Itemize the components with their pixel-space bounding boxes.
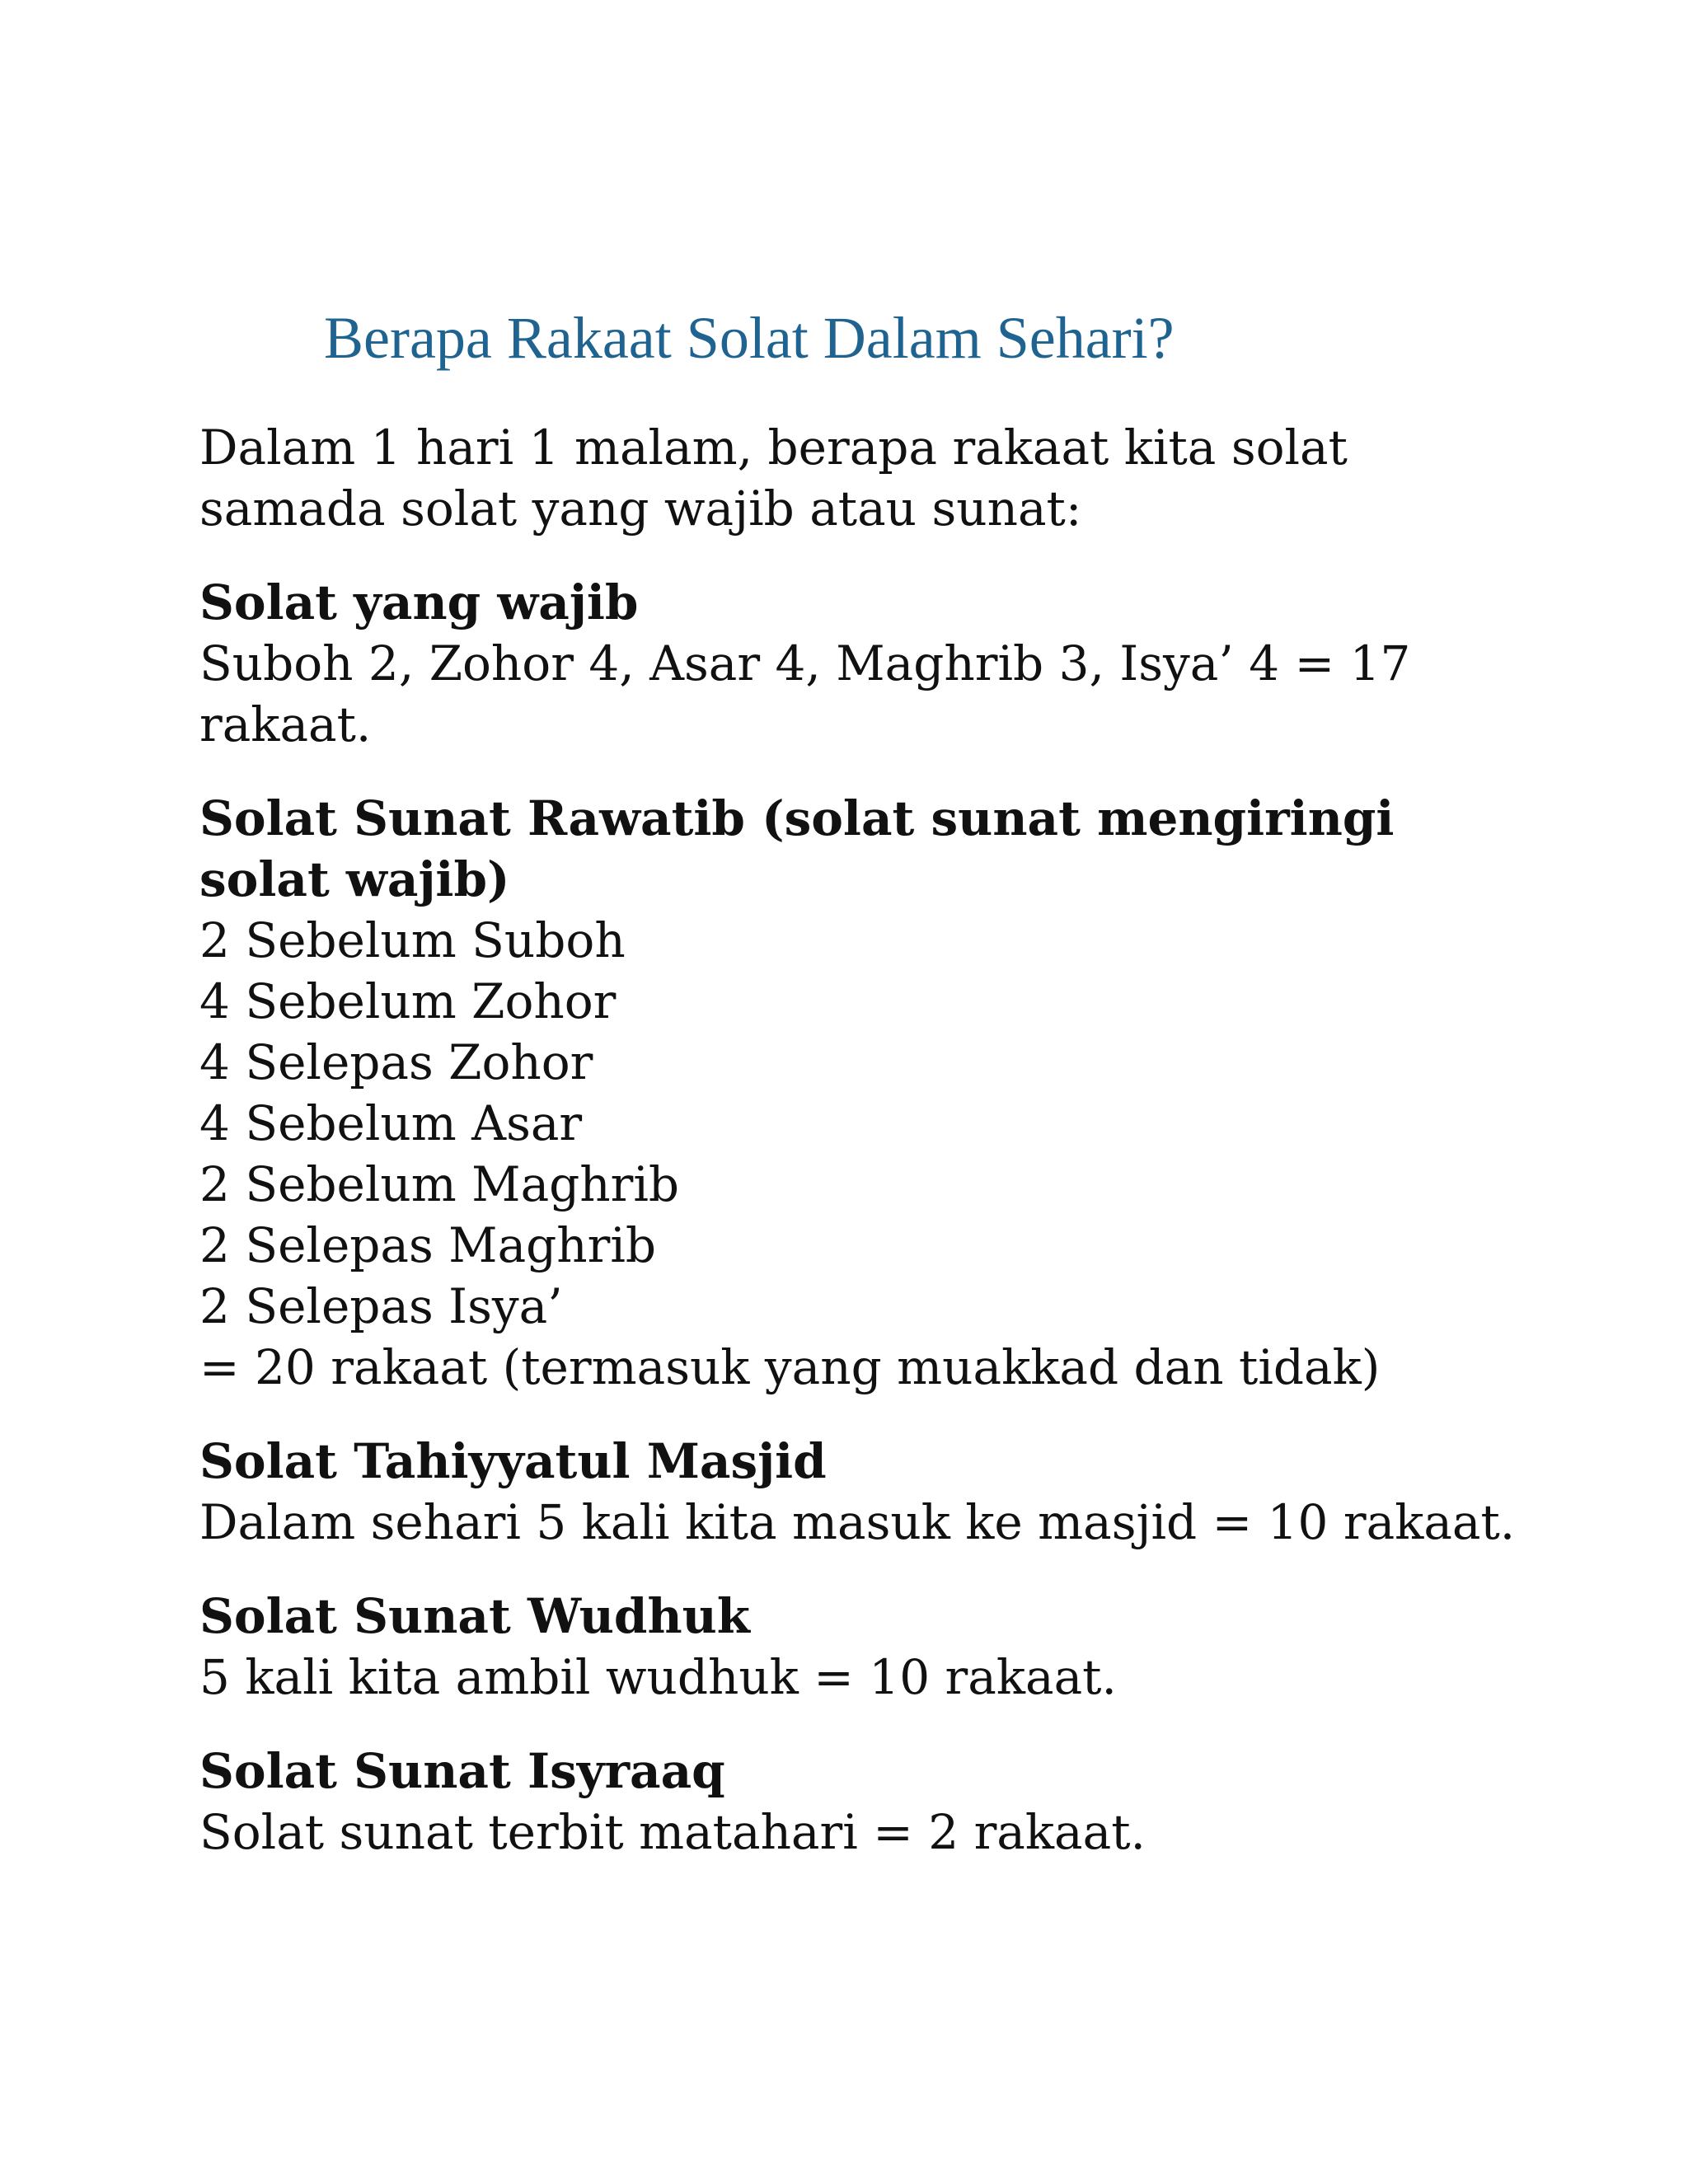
section-tahiyyatul-masjid xyxy=(199,1431,1601,1553)
section-body-line: Solat sunat terbit matahari = 2 rakaat. xyxy=(199,1804,1146,1860)
section-total: = 20 rakaat (termasuk yang muakkad dan tidak) xyxy=(199,1339,1381,1395)
section-rawatib xyxy=(199,788,1601,1398)
section-heading: solat wajib) xyxy=(199,851,510,907)
intro-paragraph xyxy=(199,417,1601,539)
section-wajib xyxy=(199,572,1601,755)
section-isyraaq xyxy=(199,1741,1601,1863)
list-item: 4 Sebelum Asar xyxy=(199,1095,583,1151)
list-item: 4 Selepas Zohor xyxy=(199,1034,593,1090)
intro-line: samada solat yang wajib atau sunat: xyxy=(199,480,1082,537)
section-body-line: 5 kali kita ambil wudhuk = 10 rakaat. xyxy=(199,1649,1117,1705)
list-item: 2 Sebelum Suboh xyxy=(199,912,626,968)
section-heading: Solat Sunat Rawatib (solat sunat mengiringi xyxy=(199,790,1395,846)
section-heading: Solat Tahiyyatul Masjid xyxy=(199,1433,827,1489)
page-title: Berapa Rakaat Solat Dalam Sehari? xyxy=(324,305,1175,371)
list-item: 2 Selepas Isya’ xyxy=(199,1278,563,1334)
section-heading: Solat yang wajib xyxy=(199,574,639,630)
section-heading: Solat Sunat Isyraaq xyxy=(199,1743,725,1799)
list-item: 2 Selepas Maghrib xyxy=(199,1217,657,1273)
intro-line: Dalam 1 hari 1 malam, berapa rakaat kita solat xyxy=(199,419,1348,476)
list-item: 4 Sebelum Zohor xyxy=(199,973,617,1029)
section-body-line: rakaat. xyxy=(199,696,372,752)
section-body-line: Dalam sehari 5 kali kita masuk ke masjid = 10 rakaat. xyxy=(199,1494,1516,1550)
section-body-line: Suboh 2, Zohor 4, Asar 4, Maghrib 3, Isya’ 4 = 17 xyxy=(199,635,1411,691)
document-content xyxy=(199,417,1601,1863)
list-item: 2 Sebelum Maghrib xyxy=(199,1156,680,1212)
section-wudhuk xyxy=(199,1586,1601,1708)
section-heading: Solat Sunat Wudhuk xyxy=(199,1588,750,1644)
